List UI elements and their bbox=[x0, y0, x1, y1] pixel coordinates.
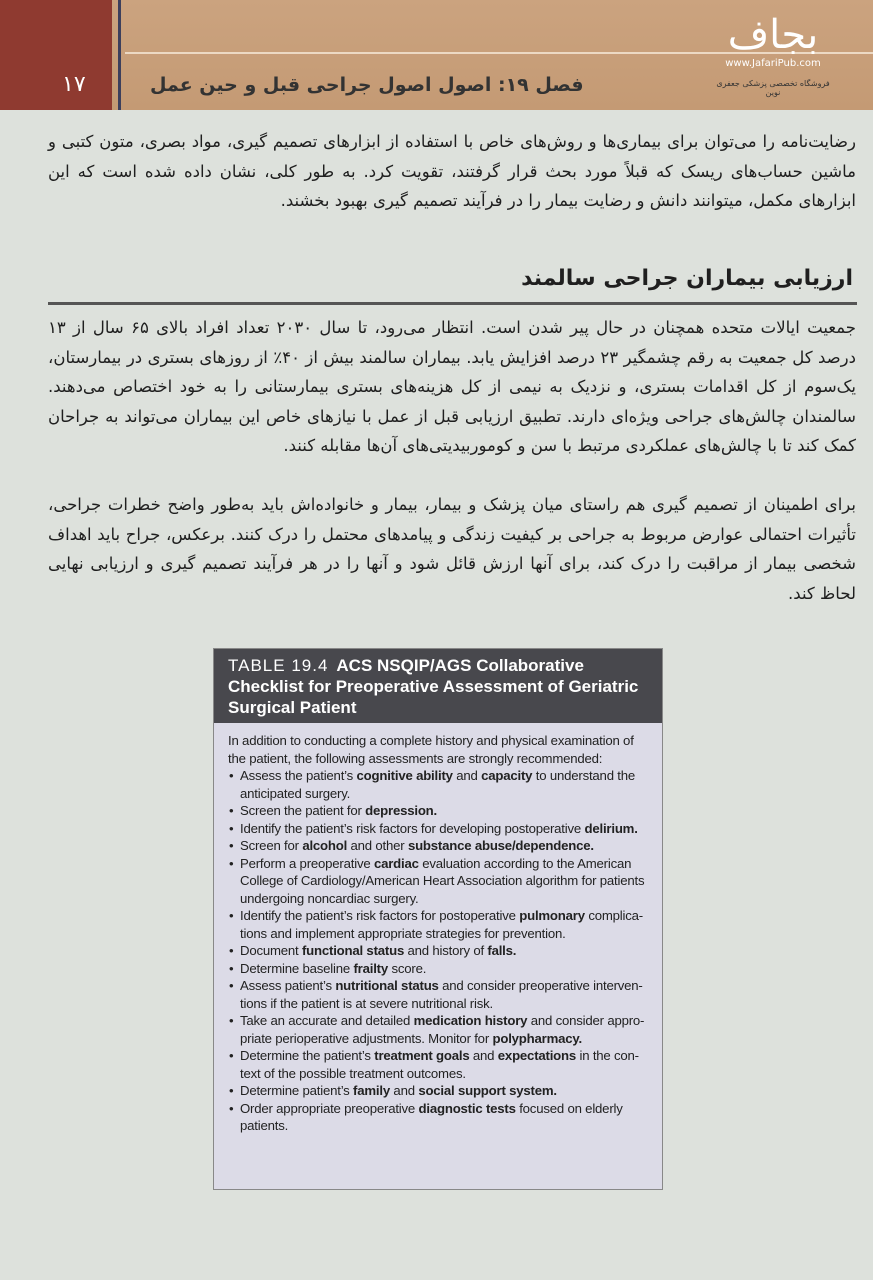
checklist-item bbox=[228, 767, 650, 802]
checklist-item bbox=[228, 1012, 650, 1047]
emphasis-text: pulmonary bbox=[519, 908, 585, 923]
checklist-item bbox=[228, 837, 650, 855]
checklist-item bbox=[228, 855, 650, 908]
emphasis-text: nutritional status bbox=[335, 978, 439, 993]
intro-paragraph: رضایت‌نامه را می‌توان برای بیماری‌ها و روش‌های خاص با استفاده از ابزارهای تصمیم گیری، مواد بصری، متون کتبی و ماشین حساب‌های ریسک که قبلاً مورد بحث قرار گرفتند، تقویت کرد. به طور کلی، نشان داده شده است که این ابزارهای مکمل، میتوانند دانش و رضایت بیمار را در فرآیند تصمیم گیری بهبود بخشند. bbox=[48, 132, 856, 210]
emphasis-text: polypharmacy. bbox=[492, 1030, 582, 1046]
item-text: Identify the patient’s risk factors for postoperative bbox=[240, 908, 520, 923]
checklist-table bbox=[213, 648, 663, 1190]
item-text: and bbox=[469, 1048, 498, 1063]
checklist-item bbox=[228, 977, 650, 1012]
emphasis-text: alcohol bbox=[302, 838, 348, 853]
checklist-item bbox=[228, 907, 650, 942]
emphasis-text: depression. bbox=[365, 803, 437, 818]
checklist-item bbox=[228, 942, 650, 960]
emphasis-text: diagnostic tests bbox=[418, 1100, 516, 1116]
emphasis-text: social support system. bbox=[418, 1083, 557, 1098]
checklist-item bbox=[228, 1100, 650, 1135]
item-text: complica-tions and implement appropriate strategies for prevention. bbox=[240, 908, 643, 941]
item-text: Screen the patient for bbox=[240, 803, 366, 818]
item-text: Assess patient’s bbox=[240, 978, 336, 993]
item-text: and consider appro-priate perioperative adjustments. Monitor for bbox=[240, 1013, 645, 1046]
emphasis-text: family bbox=[353, 1083, 390, 1098]
table-body bbox=[214, 723, 662, 1135]
publisher-logo bbox=[713, 12, 833, 97]
item-text: evaluation according to the American College of Cardiology/American Heart Association algorithm for patients undergoing noncardiac surgery. bbox=[240, 855, 645, 906]
item-text: to understand the anticipated surgery. bbox=[240, 768, 636, 801]
item-text: focused on elderly patients. bbox=[240, 1100, 623, 1133]
table-title: ACS NSQIP/AGS Collaborative Checklist for Preoperative Assessment of Geriatric Surgical Patient bbox=[228, 656, 639, 717]
item-text: Determine the patient’s bbox=[240, 1048, 375, 1063]
item-text: in the con-text of the possible treatment outcomes. bbox=[240, 1048, 639, 1081]
page-number: ۱۷ bbox=[62, 72, 86, 97]
emphasis-text: medication history bbox=[413, 1013, 528, 1028]
item-text: and history of bbox=[404, 943, 488, 958]
emphasis-text: falls. bbox=[487, 943, 517, 958]
item-text: and bbox=[452, 768, 482, 783]
checklist-items bbox=[228, 767, 650, 1135]
page-header bbox=[0, 0, 873, 110]
section-paragraph-1: جمعیت ایالات متحده همچنان در حال پیر شدن است. انتظار می‌رود، تا سال ۲۰۳۰ تعداد افراد بالای ۶۵ سال از ۱۳ درصد کل جمعیت به رقم چشمگیر ۲۳ درصد افزایش یابد. بیماران سالمند بیش از ۴۰٪ از روزهای بستری در بیمارستان، یک‌سوم از کل اقدامات بستری، و نزدیک به نیمی از کل هزینه‌های بستری بیمارستانی را به خود اختصاص می‌دهند. سالمندان چالش‌های جراحی ویژه‌ای دارند. تطبیق ارزیابی قبل از عمل با نیازهای خاص این بیماران می‌تواند به جراحان کمک کند تا با چالش‌های عملکردی مرتبط با سن و کوموربیدیتی‌های آن‌ها مقابله کنند. bbox=[48, 318, 857, 455]
item-text: Assess the patient’s bbox=[240, 768, 357, 783]
checklist-item bbox=[228, 1082, 650, 1100]
item-text: Determine baseline bbox=[240, 960, 354, 976]
logo-mark: بجاف bbox=[727, 12, 819, 58]
item-text: and bbox=[389, 1083, 419, 1098]
item-text: Perform a preoperative bbox=[240, 855, 374, 871]
item-text: score. bbox=[388, 960, 427, 976]
emphasis-text: expectations bbox=[497, 1048, 577, 1063]
table-intro: In addition to conducting a complete history and physical examination of the patient, the following assessments are strongly recommended: bbox=[228, 733, 634, 766]
item-text: Identify the patient’s risk factors for developing postoperative bbox=[240, 820, 585, 836]
emphasis-text: substance abuse/dependence. bbox=[407, 838, 594, 853]
table-header bbox=[214, 649, 662, 723]
table-number: TABLE 19.4 bbox=[228, 656, 329, 675]
item-text: and other bbox=[347, 838, 408, 853]
section-heading: ارزیابی بیماران جراحی سالمند bbox=[521, 266, 853, 291]
section-paragraph-2: برای اطمینان از تصمیم گیری هم راستای میان پزشک و بیمار، بیمار و خانواده‌اش باید به‌طور واضح خطرات جراحی، تأثیرات احتمالی عوارض مربوط به جراحی بر کیفیت زندگی و پیامدهای محتمل را درک کنند. برعکس، جراح باید اهداف شخصی بیمار از مراقبت را درک کند، برای آنها ارزش قائل شود و آنها را در هر فرآیند تصمیم گیری و ارزیابی نهایی لحاظ کند. bbox=[48, 495, 856, 603]
checklist-item bbox=[228, 1047, 650, 1082]
item-text: Take an accurate and detailed bbox=[240, 1013, 414, 1028]
emphasis-text: capacity bbox=[481, 768, 533, 783]
emphasis-text: frailty bbox=[353, 960, 388, 976]
checklist-item bbox=[228, 820, 650, 838]
checklist-item bbox=[228, 960, 650, 978]
item-text: and consider preoperative interven-tions if the patient is at severe nutritional risk. bbox=[240, 978, 643, 1011]
emphasis-text: delirium. bbox=[584, 820, 638, 836]
header-divider bbox=[118, 0, 121, 110]
heading-rule bbox=[48, 302, 857, 305]
item-text: Determine patient’s bbox=[240, 1083, 354, 1098]
logo-subtitle: فروشگاه تخصصی پزشکی جعفری نوین bbox=[716, 79, 830, 97]
logo-url: www.JafariPub.com bbox=[725, 58, 821, 69]
emphasis-text: treatment goals bbox=[374, 1048, 470, 1063]
emphasis-text: cognitive ability bbox=[356, 768, 453, 783]
chapter-title: فصل ۱۹: اصول اصول جراحی قبل و حین عمل bbox=[150, 74, 584, 96]
item-text: Order appropriate preoperative bbox=[240, 1100, 419, 1116]
item-text: Document bbox=[240, 943, 302, 958]
checklist-item bbox=[228, 802, 650, 820]
emphasis-text: functional status bbox=[301, 943, 405, 958]
page-number-block bbox=[0, 0, 112, 110]
emphasis-text: cardiac bbox=[373, 855, 419, 871]
item-text: Screen for bbox=[240, 838, 303, 853]
